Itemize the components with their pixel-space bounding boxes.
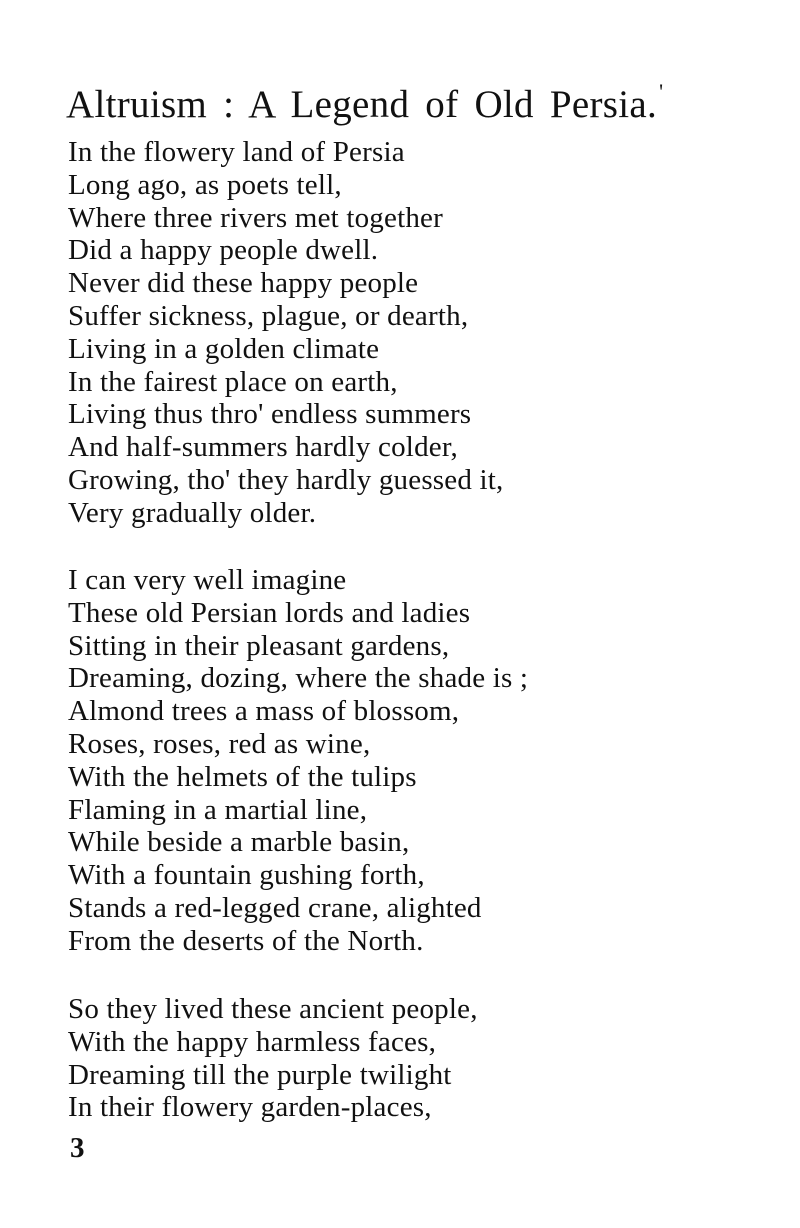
- poem-line: Long ago, as poets tell,: [68, 168, 342, 201]
- page-number: 3: [70, 1132, 85, 1164]
- poem-line: Very gradually older.: [68, 496, 317, 529]
- poem-line: Dreaming, dozing, where the shade is ;: [68, 662, 529, 695]
- poem-line: I can very well imagine: [68, 564, 347, 596]
- poem-line: Living thus thro' endless summers: [68, 398, 472, 431]
- poem-line: And half-summers hardly colder,: [68, 431, 458, 464]
- poem-line: With the helmets of the tulips: [68, 760, 417, 793]
- poem-line: While beside a marble basin,: [68, 826, 410, 859]
- poem-line: Growing, tho' they hardly guessed it,: [68, 463, 504, 496]
- stanza-2: [68, 564, 528, 958]
- poem-line: With the happy harmless faces,: [68, 1025, 437, 1058]
- poem-title-text: Altruism : A Legend of Old Persia.: [66, 83, 658, 126]
- poem-line: Dreaming till the purple twilight: [68, 1058, 452, 1091]
- poem-line: Suffer sickness, plague, or dearth,: [68, 299, 469, 332]
- poem-line: Where three rivers met together: [68, 201, 443, 234]
- poem-line: In their flowery garden-places,: [68, 1091, 432, 1124]
- poem-title: [66, 64, 663, 133]
- poem-line: Sitting in their pleasant gardens,: [68, 629, 450, 662]
- poem-line: Living in a golden climate: [68, 332, 380, 365]
- poem-line: From the deserts of the North.: [68, 924, 424, 957]
- poem-line: Almond trees a mass of blossom,: [68, 695, 460, 728]
- poem-line: These old Persian lords and ladies: [68, 596, 471, 629]
- stanza-1: [68, 136, 503, 530]
- poem-line: Stands a red-legged crane, alighted: [68, 891, 482, 924]
- poem-line: Flaming in a martial line,: [68, 793, 368, 826]
- poem-line: Never did these happy people: [68, 267, 419, 300]
- poem-line: Roses, roses, red as wine,: [68, 727, 371, 760]
- title-footnote-mark: ': [659, 79, 664, 104]
- poem-line: With a fountain gushing forth,: [68, 859, 425, 892]
- poem-line: In the fairest place on earth,: [68, 365, 398, 398]
- poem-line: Did a happy people dwell.: [68, 234, 379, 267]
- stanza-3: [68, 993, 478, 1124]
- poem-line: So they lived these ancient people,: [68, 993, 478, 1025]
- poem-line: In the flowery land of Persia: [68, 136, 405, 168]
